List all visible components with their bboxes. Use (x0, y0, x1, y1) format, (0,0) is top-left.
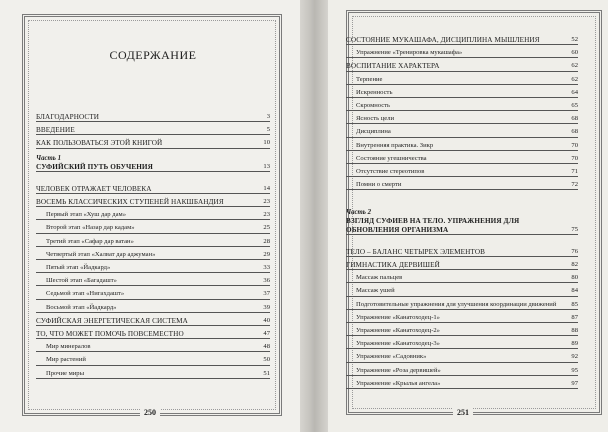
toc-entry-title: Упражнение «Тренировка мукашафа» (356, 49, 463, 57)
toc-entry-title: КАК ПОЛЬЗОВАТЬСЯ ЭТОЙ КНИГОЙ (36, 139, 163, 148)
toc-entry (346, 142, 578, 151)
toc-entry-page: 13 (263, 162, 270, 170)
toc-entry-page: 89 (571, 340, 578, 348)
toc-entry-page: 82 (571, 261, 578, 269)
toc-entry-page: 64 (571, 88, 578, 96)
toc-entry-page: 37 (263, 290, 270, 298)
toc-entry-page: 5 (266, 126, 270, 134)
toc-spacer (36, 176, 270, 185)
toc-entry-title: БЛАГОДАРНОСТИ (36, 113, 100, 121)
toc-entry-page: 71 (571, 168, 578, 176)
toc-entry-page: 62 (571, 62, 578, 70)
toc-entry-page: 51 (263, 369, 270, 377)
toc-entry (346, 62, 578, 71)
toc-entry-title: Первый этап «Хуш дар дам» (46, 211, 126, 219)
toc-entry-page: 95 (571, 366, 578, 374)
toc-entry-title: Искренность (356, 88, 393, 96)
toc-entry-title: Шестой этап «Багадашт» (46, 277, 117, 285)
toc-part-label: Часть 2 (346, 209, 371, 217)
toc-entry (36, 343, 270, 352)
toc-entry-title: ВОСЕМЬ КЛАССИЧЕСКИХ СТУПЕНЕЙ НАКШБАНДИЯ (36, 198, 224, 207)
left-toc (36, 32, 270, 383)
toc-entry (346, 217, 578, 234)
toc-entry-page: 29 (263, 250, 270, 258)
toc-entry-title: ВВЕДЕНИЕ (36, 126, 75, 135)
left-page-number: 250 (140, 408, 160, 417)
toc-entry-title: Седьмой этап «Нигахдашт» (46, 290, 125, 298)
toc-entry (36, 304, 270, 313)
toc-entry (36, 290, 270, 299)
toc-entry (36, 185, 270, 194)
toc-entry-page: 68 (571, 115, 578, 123)
toc-entry-title: Прочие миры (46, 369, 85, 377)
toc-entry (36, 139, 270, 148)
toc-entry-title: ТЕЛО – БАЛАНС ЧЕТЫРЕХ ЭЛЕМЕНТОВ (346, 247, 486, 256)
toc-entry-page: 70 (571, 141, 578, 149)
toc-entry-page: 39 (263, 303, 270, 311)
toc-entry (36, 198, 270, 207)
toc-entry (346, 261, 578, 270)
toc-entry-page: 97 (571, 379, 578, 387)
toc-spacer (346, 239, 578, 248)
toc-entry (346, 367, 578, 376)
toc-entry-title: Четвертый этап «Халват дар аджуман» (46, 250, 156, 258)
toc-entry-title: ВОСПИТАНИЕ ХАРАКТЕРА (346, 62, 440, 71)
toc-entry-title: Упражнение «Канатоходец-1» (356, 313, 440, 321)
toc-entry (346, 287, 578, 296)
toc-entry-title: Ясность цели (356, 115, 395, 123)
book-spine (296, 0, 330, 432)
toc-entry (36, 238, 270, 247)
toc-entry-title: Помни о смерти (356, 181, 402, 189)
toc-entry-title: Мир растений (46, 356, 86, 364)
toc-entry-page: 62 (571, 75, 578, 83)
toc-entry-title: СОСТОЯНИЕ МУКАШАФА, ДИСЦИПЛИНА МЫШЛЕНИЯ (346, 36, 540, 44)
toc-entry-title: ЧЕЛОВЕК ОТРАЖАЕТ ЧЕЛОВЕКА (36, 184, 152, 193)
left-toc-list (36, 113, 270, 379)
toc-entry (36, 317, 270, 326)
toc-entry (346, 353, 578, 362)
toc-entry (346, 155, 578, 164)
toc-entry-page: 48 (263, 343, 270, 351)
toc-entry-title: Второй этап «Назар дар кадам» (46, 224, 135, 232)
toc-entry-page: 88 (571, 327, 578, 335)
toc-entry-title: Внутренняя практика. Зикр (356, 141, 434, 149)
toc-entry (36, 126, 270, 135)
toc-entry-page: 52 (571, 36, 578, 43)
toc-entry-page: 92 (571, 353, 578, 361)
toc-entry-page: 60 (571, 49, 578, 57)
toc-entry (346, 102, 578, 111)
toc-entry (346, 115, 578, 124)
toc-entry-title: Дисциплина (356, 128, 391, 136)
toc-entry-page: 84 (571, 287, 578, 295)
toc-entry (346, 301, 578, 310)
toc-entry-page: 50 (263, 356, 270, 364)
toc-entry-page: 23 (263, 211, 270, 219)
toc-entry (346, 380, 578, 389)
toc-entry-page: 85 (571, 300, 578, 308)
toc-entry (346, 128, 578, 137)
toc-entry-title: Упражнение «Канатоходец-3» (356, 340, 440, 348)
toc-entry-page: 75 (571, 225, 578, 233)
toc-entry (346, 49, 578, 58)
toc-entry-title: Скромность (356, 102, 391, 110)
toc-entry-title: Упражнение «Роза дервишей» (356, 366, 441, 374)
right-page-number: 251 (453, 408, 473, 417)
toc-entry-page: 80 (571, 274, 578, 282)
toc-entry-page: 3 (266, 113, 270, 120)
right-toc-list (346, 36, 578, 389)
toc-entry-title: Восьмой этап «Йадкард» (46, 303, 117, 311)
toc-entry-page: 47 (263, 330, 270, 338)
toc-entry-title: Массаж пальцев (356, 274, 403, 282)
toc-entry (346, 168, 578, 177)
toc-entry (346, 274, 578, 283)
toc-entry-page: 87 (571, 313, 578, 321)
toc-entry (36, 224, 270, 233)
toc-entry (346, 314, 578, 323)
toc-entry-page: 65 (571, 102, 578, 110)
toc-entry-title: СУФИЙСКАЯ ЭНЕРГЕТИЧЕСКАЯ СИСТЕМА (36, 316, 188, 325)
toc-entry (346, 36, 578, 45)
toc-entry-page: 25 (263, 224, 270, 232)
toc-part-label: Часть 1 (36, 154, 61, 162)
toc-entry (346, 89, 578, 98)
toc-spacer (346, 194, 578, 203)
toc-entry (346, 76, 578, 85)
toc-entry (346, 248, 578, 257)
toc-entry (346, 340, 578, 349)
toc-entry-title: Терпение (356, 75, 383, 83)
toc-entry-page: 70 (571, 154, 578, 162)
toc-entry-title: Подготовительные упражнения для улучшения координации движений (356, 300, 557, 308)
toc-entry-title: ВЗГЛЯД СУФИЕВ НА ТЕЛО. УПРАЖНЕНИЯ ДЛЯ ОБНОВЛЕНИЯ ОРГАНИЗМА (346, 217, 520, 234)
toc-entry-page: 14 (263, 184, 270, 192)
toc-entry-title: Упражнение «Канатоходец-2» (356, 327, 440, 335)
toc-entry-page: 40 (263, 316, 270, 324)
toc-entry-title: Пятый этап «Йадкард» (46, 264, 111, 272)
right-toc (346, 36, 578, 393)
toc-entry-page: 23 (263, 198, 270, 206)
toc-entry-title: Массаж ушей (356, 287, 395, 295)
toc-entry (36, 211, 270, 220)
toc-entry-page: 28 (263, 237, 270, 245)
toc-entry-title: Отсутствие стереотипов (356, 168, 425, 176)
toc-entry-page: 36 (263, 277, 270, 285)
toc-entry-title: Мир минералов (46, 343, 91, 351)
toc-entry (36, 330, 270, 339)
toc-entry-title: Упражнение «Крылья ангела» (356, 379, 441, 387)
toc-entry (346, 181, 578, 190)
toc-entry (36, 277, 270, 286)
toc-entry-title: Упражнение «Садовник» (356, 353, 427, 361)
toc-entry-title: СУФИЙСКИЙ ПУТЬ ОБУЧЕНИЯ (36, 162, 153, 171)
toc-heading: СОДЕРЖАНИЕ (109, 48, 197, 62)
toc-entry-page: 10 (263, 139, 270, 147)
toc-entry-title: Третий этап «Сафар дар ватан» (46, 237, 134, 245)
toc-entry (36, 251, 270, 260)
toc-entry-page: 72 (571, 181, 578, 189)
toc-entry (36, 113, 270, 122)
toc-entry (36, 264, 270, 273)
toc-entry-page: 33 (263, 264, 270, 272)
toc-entry-page: 68 (571, 128, 578, 136)
toc-entry (36, 356, 270, 365)
toc-entry-page: 76 (571, 247, 578, 255)
toc-entry-title: Состояние угешничества (356, 154, 427, 162)
toc-entry (36, 163, 270, 172)
toc-entry-title: ТО, ЧТО МОЖЕТ ПОМОЧЬ ПОВСЕМЕСТНО (36, 330, 184, 339)
toc-entry-title: ГИМНАСТИКА ДЕРВИШЕЙ (346, 261, 440, 270)
toc-entry (36, 370, 270, 379)
toc-entry (346, 327, 578, 336)
